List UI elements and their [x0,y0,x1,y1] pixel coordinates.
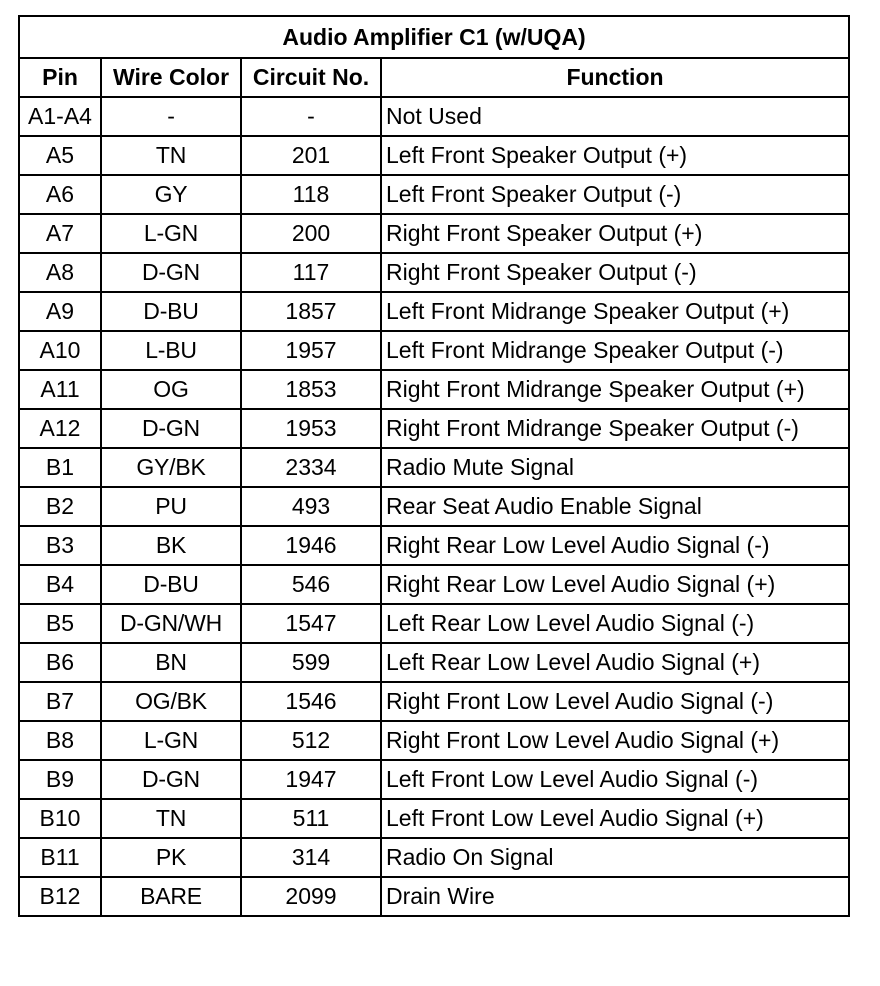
cell-wire-color: L-GN [101,721,241,760]
table-row [19,487,849,526]
cell-wire-color: D-GN [101,760,241,799]
cell-pin: B10 [19,799,101,838]
cell-wire-color: PK [101,838,241,877]
cell-pin: B9 [19,760,101,799]
cell-wire-color: D-GN/WH [101,604,241,643]
cell-circuit-no: 1547 [241,604,381,643]
cell-wire-color: D-BU [101,565,241,604]
cell-function: Right Front Speaker Output (+) [381,214,849,253]
table-row [19,643,849,682]
cell-wire-color: D-BU [101,292,241,331]
cell-pin: B6 [19,643,101,682]
table-row [19,682,849,721]
cell-pin: B11 [19,838,101,877]
cell-function: Rear Seat Audio Enable Signal [381,487,849,526]
cell-circuit-no: 118 [241,175,381,214]
cell-circuit-no: 599 [241,643,381,682]
header-wire-color: Wire Color [101,58,241,97]
table-row [19,370,849,409]
cell-function: Radio Mute Signal [381,448,849,487]
cell-pin: A8 [19,253,101,292]
cell-circuit-no: 1857 [241,292,381,331]
table-row [19,292,849,331]
table-header-row [19,58,849,97]
cell-circuit-no: 2334 [241,448,381,487]
header-circuit-no: Circuit No. [241,58,381,97]
cell-function: Left Front Speaker Output (-) [381,175,849,214]
cell-pin: A12 [19,409,101,448]
cell-pin: B4 [19,565,101,604]
cell-pin: A1-A4 [19,97,101,136]
cell-circuit-no: 1947 [241,760,381,799]
cell-function: Drain Wire [381,877,849,916]
table-row [19,253,849,292]
cell-function: Right Rear Low Level Audio Signal (+) [381,565,849,604]
cell-wire-color: OG [101,370,241,409]
cell-pin: B1 [19,448,101,487]
cell-circuit-no: 1853 [241,370,381,409]
cell-wire-color: - [101,97,241,136]
cell-circuit-no: 493 [241,487,381,526]
header-pin: Pin [19,58,101,97]
cell-circuit-no: 117 [241,253,381,292]
cell-circuit-no: 546 [241,565,381,604]
cell-wire-color: OG/BK [101,682,241,721]
cell-circuit-no: 511 [241,799,381,838]
cell-circuit-no: 314 [241,838,381,877]
cell-pin: A11 [19,370,101,409]
cell-function: Right Front Low Level Audio Signal (-) [381,682,849,721]
table-row [19,877,849,916]
table-row [19,760,849,799]
cell-wire-color: TN [101,136,241,175]
cell-wire-color: L-BU [101,331,241,370]
cell-function: Right Front Midrange Speaker Output (+) [381,370,849,409]
cell-wire-color: BK [101,526,241,565]
table-row [19,136,849,175]
cell-circuit-no: 1957 [241,331,381,370]
cell-function: Right Front Midrange Speaker Output (-) [381,409,849,448]
table-row [19,838,849,877]
cell-pin: B7 [19,682,101,721]
table-body [19,97,849,916]
cell-wire-color: BARE [101,877,241,916]
cell-wire-color: L-GN [101,214,241,253]
cell-wire-color: TN [101,799,241,838]
table-row [19,799,849,838]
table-title-row [19,16,849,58]
table-row [19,448,849,487]
cell-function: Right Front Low Level Audio Signal (+) [381,721,849,760]
table-row [19,409,849,448]
cell-function: Right Front Speaker Output (-) [381,253,849,292]
cell-function: Left Front Low Level Audio Signal (-) [381,760,849,799]
cell-circuit-no: - [241,97,381,136]
table-row [19,721,849,760]
cell-circuit-no: 2099 [241,877,381,916]
table-row [19,526,849,565]
table-row [19,565,849,604]
cell-function: Not Used [381,97,849,136]
cell-pin: B8 [19,721,101,760]
cell-function: Left Front Midrange Speaker Output (-) [381,331,849,370]
cell-wire-color: BN [101,643,241,682]
cell-pin: B12 [19,877,101,916]
table-row [19,97,849,136]
table-row [19,604,849,643]
connector-pinout-table [18,15,850,917]
cell-function: Left Front Midrange Speaker Output (+) [381,292,849,331]
cell-circuit-no: 512 [241,721,381,760]
cell-wire-color: GY/BK [101,448,241,487]
cell-circuit-no: 1946 [241,526,381,565]
cell-function: Radio On Signal [381,838,849,877]
cell-wire-color: GY [101,175,241,214]
table-row [19,331,849,370]
table-row [19,214,849,253]
cell-circuit-no: 201 [241,136,381,175]
cell-pin: B2 [19,487,101,526]
cell-pin: A5 [19,136,101,175]
cell-pin: A9 [19,292,101,331]
cell-function: Left Rear Low Level Audio Signal (-) [381,604,849,643]
cell-wire-color: D-GN [101,253,241,292]
cell-circuit-no: 1953 [241,409,381,448]
cell-pin: A7 [19,214,101,253]
cell-wire-color: PU [101,487,241,526]
cell-function: Left Rear Low Level Audio Signal (+) [381,643,849,682]
cell-pin: B3 [19,526,101,565]
cell-circuit-no: 200 [241,214,381,253]
cell-function: Right Rear Low Level Audio Signal (-) [381,526,849,565]
cell-pin: A10 [19,331,101,370]
table-row [19,175,849,214]
header-function: Function [381,58,849,97]
cell-circuit-no: 1546 [241,682,381,721]
cell-pin: B5 [19,604,101,643]
cell-pin: A6 [19,175,101,214]
cell-function: Left Front Low Level Audio Signal (+) [381,799,849,838]
cell-function: Left Front Speaker Output (+) [381,136,849,175]
cell-wire-color: D-GN [101,409,241,448]
table-title: Audio Amplifier C1 (w/UQA) [19,16,849,58]
